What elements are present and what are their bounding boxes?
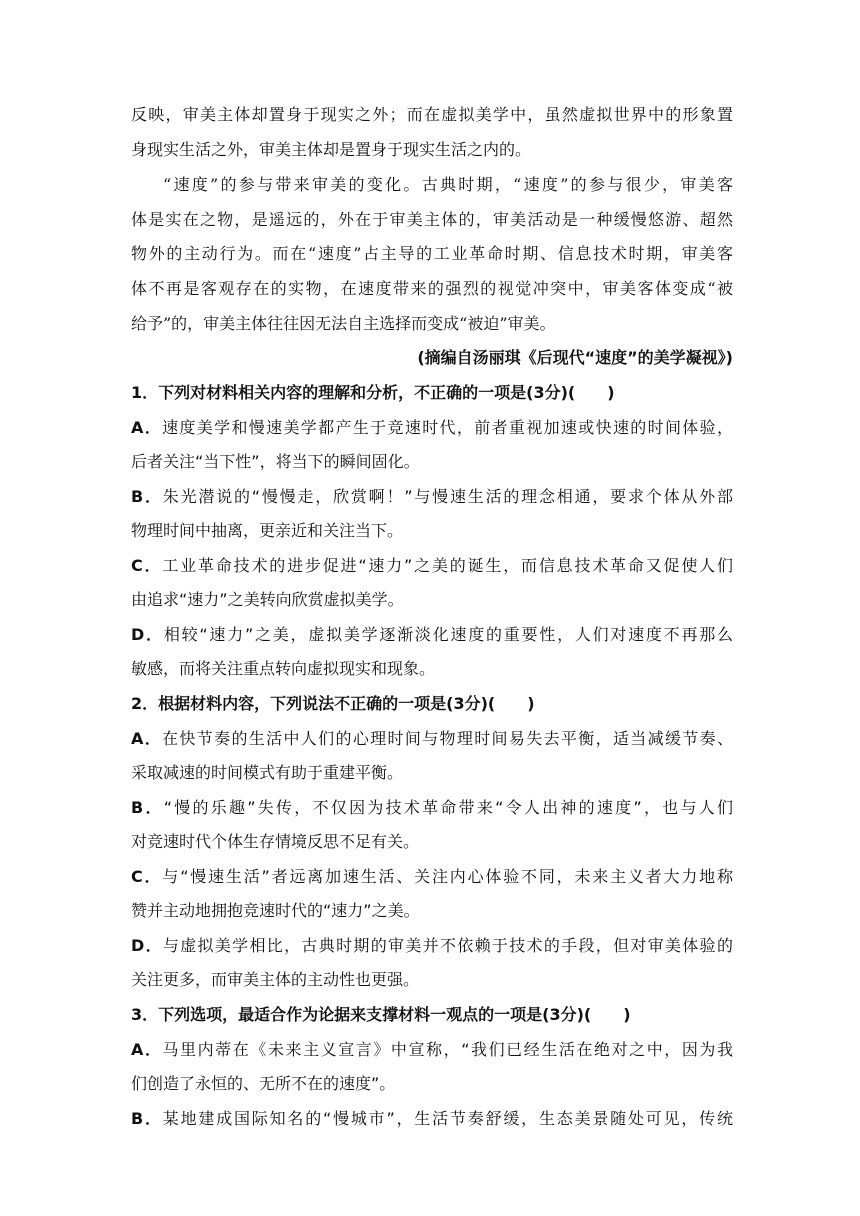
- passage-line: 体是实在之物，是遥远的，外在于审美主体的，审美活动是一种缓慢悠游、超然: [131, 210, 733, 229]
- option-b: [131, 487, 733, 509]
- option-label: D．: [131, 625, 164, 644]
- option-a: [131, 729, 733, 751]
- passage-line: 反映，审美主体却置身于现实之外；而在虚拟美学中，虽然虚拟世界中的形象置: [131, 105, 733, 124]
- option-label: A．: [131, 418, 163, 437]
- option-text: 工业革命技术的进步促进“速力”之美的诞生，而信息技术革命又促使人们: [162, 556, 733, 575]
- question-stem: 1．下列对材料相关内容的理解和分析，不正确的一项是(3分)( ): [131, 383, 615, 402]
- option-d: [131, 625, 733, 647]
- option-label: B．: [131, 798, 164, 817]
- option-text: 相较“速力”之美，虚拟美学逐渐淡化速度的重要性，人们对速度不再那么: [163, 625, 733, 644]
- option-label: B．: [131, 1109, 163, 1128]
- option-text: 对竞速时代个体生存情境反思不足有关。: [131, 832, 420, 851]
- option-c: [131, 867, 733, 889]
- option-text: 后者关注“当下性”，将当下的瞬间固化。: [131, 452, 420, 471]
- passage-line: “速度”的参与带来审美的变化。古典时期，“速度”的参与很少，审美客: [163, 175, 733, 194]
- option-d: [131, 936, 733, 958]
- option-text: 由追求“速力”之美转向欣赏虚拟美学。: [131, 590, 404, 609]
- passage-line: 体不再是客观存在的实物，在速度带来的强烈的视觉冲突中，审美客体变成“被: [131, 279, 733, 298]
- option-text: 采取减速的时间模式有助于重建平衡。: [131, 763, 404, 782]
- option-text: 速度美学和慢速美学都产生于竞速时代，前者重视加速或快速的时间体验，: [162, 418, 733, 437]
- passage-line: 物外的主动行为。而在“速度”占主导的工业革命时期、信息技术时期，审美客: [131, 244, 733, 263]
- question-stem: 2．根据材料内容，下列说法不正确的一项是(3分)( ): [131, 694, 535, 713]
- option-text: 某地建成国际知名的“慢城市”，生活节奏舒缓，生态美景随处可见，传统: [162, 1109, 733, 1128]
- passage-line: 身现实生活之外，审美主体却是置身于现实生活之内的。: [131, 140, 532, 159]
- option-a: [131, 418, 733, 440]
- option-text: 在快节奏的生活中人们的心理时间与物理时间易失去平衡，适当减缓节奏、: [162, 729, 733, 748]
- option-text: 赞并主动地拥抱竞速时代的“速力”之美。: [131, 901, 420, 920]
- option-text: 与“慢速生活”者远离加速生活、关注内心体验不同，未来主义者大力地称: [162, 867, 733, 886]
- option-c: [131, 556, 733, 578]
- option-a: [131, 1040, 733, 1062]
- option-text: 马里内蒂在《未来主义宣言》中宣称，“我们已经生活在绝对之中，因为我: [162, 1040, 733, 1059]
- option-text: 朱光潜说的“慢慢走，欣赏啊！”与慢速生活的理念相通，要求个体从外部: [162, 487, 733, 506]
- option-label: D．: [131, 936, 163, 955]
- passage-line: 给予”的，审美主体往往因无法自主选择而变成“被迫”审美。: [131, 314, 556, 333]
- option-b: [131, 1109, 733, 1131]
- option-text: “慢的乐趣”失传，不仅因为技术革命带来“令人出神的速度”，也与人们: [163, 798, 733, 817]
- option-text: 敏感，而将关注重点转向虚拟现实和现象。: [131, 659, 436, 678]
- question-stem: 3．下列选项，最适合作为论据来支撑材料一观点的一项是(3分)( ): [131, 1005, 631, 1024]
- option-b: [131, 798, 733, 820]
- option-text: 们创造了永恒的、无所不在的速度”。: [131, 1074, 396, 1093]
- option-label: B．: [131, 487, 163, 506]
- option-label: C．: [131, 867, 163, 886]
- option-label: A．: [131, 729, 163, 748]
- option-label: A．: [131, 1040, 163, 1059]
- option-label: C．: [131, 556, 163, 575]
- option-text: 物理时间中抽离，更亲近和关注当下。: [131, 521, 404, 540]
- source-citation: (摘编自汤丽琪《后现代“速度”的美学凝视》): [417, 348, 733, 367]
- option-text: 关注更多，而审美主体的主动性也更强。: [131, 970, 420, 989]
- option-text: 与虚拟美学相比，古典时期的审美并不依赖于技术的手段，但对审美体验的: [162, 936, 733, 955]
